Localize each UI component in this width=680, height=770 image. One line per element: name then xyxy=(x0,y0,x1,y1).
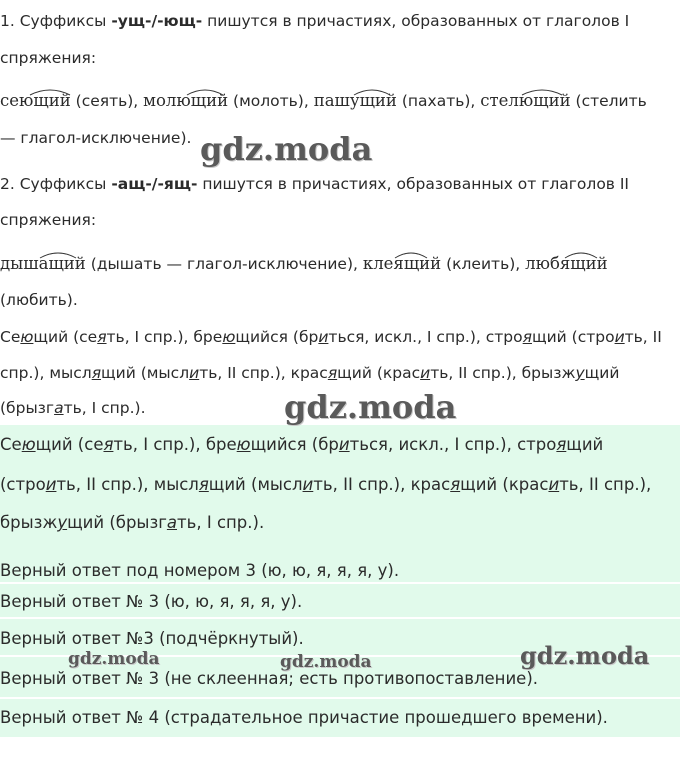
example-gloss: (пахать), xyxy=(396,92,481,110)
examples-1 xyxy=(0,91,647,111)
example-word: пашущий xyxy=(313,91,397,110)
rule-2-cont: спряжения: xyxy=(0,211,97,229)
analysis-line-2: спр.), мыслящий (мыслить, II спр.), красящий (красить, II спр.), брызжущий xyxy=(0,364,620,382)
example-gloss: (дышать — глагол-исключение), xyxy=(85,255,363,273)
analysis-line-1: Сеющий (сеять, I спр.), бреющийся (бриться, искл., I спр.), строящий (строить, II xyxy=(0,328,662,346)
analysis-line-3: (брызгать, I спр.). xyxy=(0,399,146,417)
rule-2-text: пишутся в причастиях, образованных от глаголов II xyxy=(197,175,630,193)
rule-1-text: пишутся в причастиях, образованных от глаголов I xyxy=(202,12,630,30)
answer-option-2: Верный ответ № 3 (ю, ю, я, я, я, у). xyxy=(0,592,303,611)
example-word: клеящий xyxy=(362,254,442,273)
answer-option-3: Верный ответ №3 (подчёркнутый). xyxy=(0,629,304,648)
example-gloss: (стелить xyxy=(570,92,647,110)
example-word: любящий xyxy=(525,254,608,273)
rule-1-prefix: 1. Суффиксы xyxy=(0,12,112,30)
example-word: стелющий xyxy=(480,91,571,110)
rule-1-cont: спряжения: xyxy=(0,49,97,67)
answer-option-1: Верный ответ под номером 3 (ю, ю, я, я, я, у). xyxy=(0,561,400,580)
watermark-logo: gdz.moda xyxy=(280,652,372,672)
answer-line-2: (строить, II спр.), мыслящий (мыслить, II спр.), красящий (красить, II спр.), xyxy=(0,475,652,494)
answer-line-1: Сеющий (сеять, I спр.), бреющийся (бриться, искл., I спр.), строящий xyxy=(0,435,604,454)
watermark-logo: gdz.moda xyxy=(68,649,160,669)
example-gloss: (сеять), xyxy=(70,92,144,110)
examples-2 xyxy=(0,254,608,274)
example-gloss: (клеить), xyxy=(441,255,526,273)
watermark-logo: gdz.moda xyxy=(200,130,373,168)
answer-option-4: Верный ответ № 3 (не склеенная; есть противопоставление). xyxy=(0,669,538,688)
rule-1-suffix: -ущ-/-ющ- xyxy=(111,12,203,30)
answer-panel xyxy=(0,425,680,737)
example-word: молющий xyxy=(143,91,229,110)
answer-line-3: брызжущий (брызгать, I спр.). xyxy=(0,513,265,532)
examples-2-cont: (любить). xyxy=(0,291,78,309)
examples-1-cont: — глагол-исключение). xyxy=(0,129,192,147)
divider xyxy=(0,697,680,699)
example-gloss: (молоть), xyxy=(228,92,314,110)
watermark-logo: gdz.moda xyxy=(520,641,650,670)
rule-1 xyxy=(0,11,629,31)
watermark-logo: gdz.moda xyxy=(284,388,457,426)
example-word: сеющий xyxy=(0,91,71,110)
rule-2 xyxy=(0,174,629,194)
answer-option-5: Верный ответ № 4 (страдательное причастие прошедшего времени). xyxy=(0,708,608,727)
divider xyxy=(0,617,680,619)
divider xyxy=(0,582,680,584)
rule-2-prefix: 2. Суффиксы xyxy=(0,175,112,193)
example-word: дышащий xyxy=(0,254,86,273)
rule-2-suffix: -ащ-/-ящ- xyxy=(111,175,198,193)
